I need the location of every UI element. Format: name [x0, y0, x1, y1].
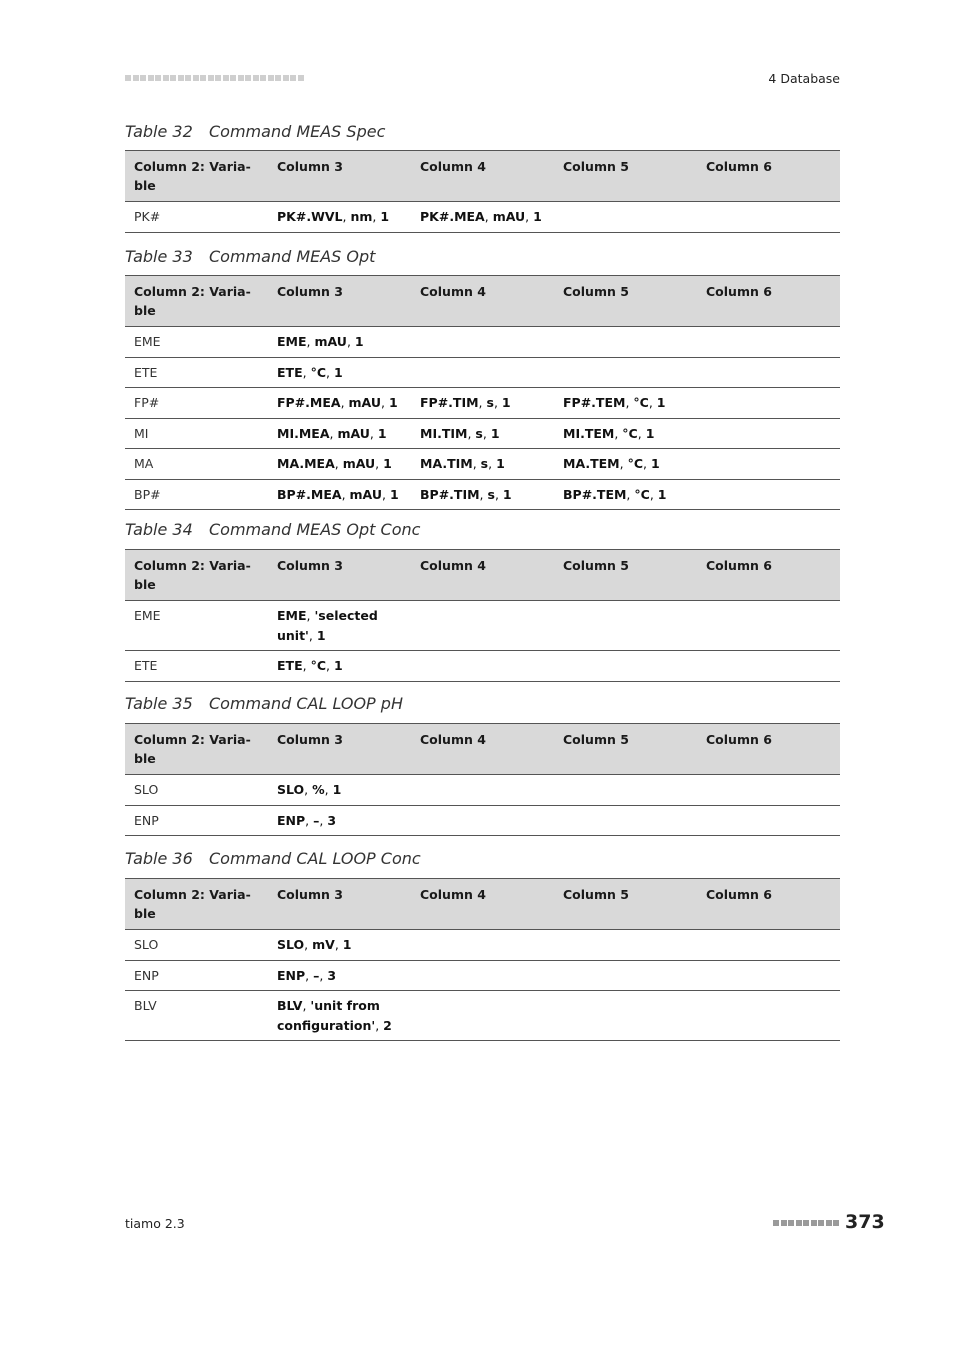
value-cell	[697, 651, 840, 682]
value-cell	[697, 388, 840, 419]
cell-identifier: MI.TIM	[420, 425, 468, 441]
decor-square	[290, 75, 296, 81]
value-cell	[411, 930, 554, 961]
cell-decimals: 1	[657, 486, 667, 502]
variable-cell: PK#	[125, 202, 268, 233]
footer-decoration	[773, 1220, 841, 1228]
cell-decimals: 1	[490, 425, 500, 441]
variable-cell: ETE	[125, 651, 268, 682]
value-cell: FP#.MEA, mAU, 1	[268, 388, 411, 419]
table-row	[125, 991, 840, 1041]
decor-square	[163, 75, 169, 81]
column-header: Column 5	[554, 879, 697, 930]
value-cell: EME, 'selected unit', 1	[268, 601, 411, 651]
cell-unit: –	[313, 812, 320, 828]
table-row	[125, 479, 840, 510]
cell-identifier: MA.TIM	[420, 456, 473, 471]
cell-decimals: 1	[383, 456, 392, 471]
cell-unit: °C	[627, 456, 643, 471]
cell-identifier: ETE	[277, 658, 303, 673]
cell-decimals: 1	[388, 395, 398, 410]
table-header-row	[125, 550, 840, 601]
table-caption-title: Command MEAS Opt Conc	[209, 520, 421, 539]
table-row	[125, 357, 840, 388]
value-cell	[554, 775, 697, 806]
table-caption-title: Command MEAS Spec	[209, 122, 386, 141]
cell-unit: s	[480, 456, 489, 471]
table-row	[125, 651, 840, 682]
value-cell	[554, 960, 697, 991]
cell-identifier: PK#.MEA	[420, 209, 485, 224]
decor-square	[781, 1220, 787, 1226]
decor-square	[170, 75, 176, 81]
decor-square	[215, 75, 221, 81]
column-header: Column 3	[268, 724, 411, 775]
value-cell	[697, 991, 840, 1041]
column-header: Column 6	[697, 724, 840, 775]
decor-square	[773, 1220, 779, 1226]
variable-cell: ENP	[125, 805, 268, 836]
value-cell: EME, mAU, 1	[268, 327, 411, 358]
column-header: Column 4	[411, 724, 554, 775]
table-row	[125, 388, 840, 419]
cell-unit: °C	[633, 395, 649, 410]
cell-identifier: FP#.TIM	[420, 395, 479, 410]
header-decoration	[125, 75, 305, 83]
cell-unit: s	[487, 486, 495, 502]
variable-cell: SLO	[125, 775, 268, 806]
column-header: Column 2: Varia-ble	[125, 151, 268, 202]
cell-identifier: MA.MEA	[277, 456, 335, 471]
table-row	[125, 327, 840, 358]
decor-square	[833, 1220, 839, 1226]
value-cell	[411, 357, 554, 388]
table-row	[125, 960, 840, 991]
table-caption-number: Table 33	[125, 247, 193, 266]
column-header: Column 6	[697, 276, 840, 327]
cell-decimals: 1	[380, 209, 390, 224]
table-row	[125, 202, 840, 233]
cell-decimals: 1	[316, 627, 326, 643]
decor-square	[148, 75, 154, 81]
value-cell	[697, 357, 840, 388]
cell-identifier: MA.TEM	[563, 456, 620, 471]
cell-unit: %	[312, 782, 325, 797]
table-caption	[125, 520, 420, 539]
decor-square	[826, 1220, 832, 1226]
table-row	[125, 930, 840, 961]
cell-unit: s	[475, 425, 483, 441]
cell-unit: °C	[310, 364, 326, 380]
table-caption-number: Table 35	[125, 694, 193, 713]
cell-decimals: 1	[650, 456, 660, 471]
variable-cell: BLV	[125, 991, 268, 1041]
value-cell	[554, 651, 697, 682]
decor-square	[268, 75, 274, 81]
cell-identifier: FP#.MEA	[277, 395, 341, 410]
data-table	[125, 878, 840, 1041]
column-header: Column 2: Varia-ble	[125, 724, 268, 775]
cell-unit: mAU	[337, 425, 370, 441]
cell-decimals: 2	[383, 1017, 392, 1033]
cell-identifier: EME	[277, 334, 307, 349]
cell-unit: nm	[350, 209, 373, 224]
value-cell: MA.TEM, °C, 1	[554, 449, 697, 480]
decor-square	[125, 75, 131, 81]
value-cell	[697, 930, 840, 961]
value-cell: ETE, °C, 1	[268, 651, 411, 682]
cell-decimals: 1	[377, 425, 387, 441]
cell-decimals: 1	[533, 209, 542, 224]
cell-unit: mAU	[349, 486, 382, 502]
cell-unit: mAU	[348, 395, 381, 410]
value-cell	[554, 327, 697, 358]
value-cell	[697, 327, 840, 358]
value-cell	[697, 479, 840, 510]
value-cell	[554, 357, 697, 388]
decor-square	[155, 75, 161, 81]
decor-square	[275, 75, 281, 81]
decor-square	[818, 1220, 824, 1226]
data-table	[125, 275, 840, 510]
table-header-row	[125, 151, 840, 202]
column-header: Column 4	[411, 550, 554, 601]
column-header: Column 3	[268, 879, 411, 930]
decor-square	[223, 75, 229, 81]
decor-square	[230, 75, 236, 81]
value-cell: ETE, °C, 1	[268, 357, 411, 388]
variable-cell: EME	[125, 327, 268, 358]
decor-square	[185, 75, 191, 81]
cell-identifier: SLO	[277, 937, 305, 952]
value-cell	[411, 651, 554, 682]
column-header: Column 5	[554, 276, 697, 327]
value-cell: BP#.TEM, °C, 1	[554, 479, 697, 510]
table-caption-number: Table 36	[125, 849, 193, 868]
cell-unit: 'unit from configuration'	[277, 998, 380, 1033]
cell-unit: s	[486, 395, 494, 410]
cell-unit: 'selected unit'	[277, 608, 378, 643]
data-table	[125, 723, 840, 836]
cell-unit: mAU	[342, 456, 376, 471]
cell-unit: mV	[312, 937, 335, 952]
column-header: Column 3	[268, 151, 411, 202]
decor-square	[208, 75, 214, 81]
cell-decimals: 1	[389, 486, 399, 502]
table-caption	[125, 694, 403, 713]
value-cell	[697, 805, 840, 836]
value-cell: MA.TIM, s, 1	[411, 449, 554, 480]
decor-square	[238, 75, 244, 81]
variable-cell: FP#	[125, 388, 268, 419]
column-header: Column 5	[554, 151, 697, 202]
variable-cell: MA	[125, 449, 268, 480]
cell-decimals: 1	[333, 364, 343, 380]
value-cell	[411, 601, 554, 651]
value-cell	[554, 930, 697, 961]
table-row	[125, 601, 840, 651]
table-caption-number: Table 32	[125, 122, 193, 141]
value-cell	[411, 805, 554, 836]
variable-cell: ENP	[125, 960, 268, 991]
value-cell: BLV, 'unit from configuration', 2	[268, 991, 411, 1041]
cell-identifier: PK#.WVL	[277, 209, 343, 224]
value-cell: ENP, –, 3	[268, 960, 411, 991]
column-header: Column 2: Varia-ble	[125, 276, 268, 327]
decor-square	[796, 1220, 802, 1226]
table-caption	[125, 247, 375, 266]
cell-unit: mAU	[314, 334, 347, 349]
decor-square	[260, 75, 266, 81]
column-header: Column 4	[411, 276, 554, 327]
variable-cell: MI	[125, 418, 268, 449]
table-row	[125, 418, 840, 449]
cell-identifier: FP#.TEM	[563, 395, 626, 410]
table-header-row	[125, 879, 840, 930]
data-table	[125, 549, 840, 682]
decor-square	[283, 75, 289, 81]
cell-decimals: 3	[327, 812, 337, 828]
variable-cell: SLO	[125, 930, 268, 961]
value-cell	[697, 418, 840, 449]
cell-decimals: 1	[496, 456, 505, 471]
value-cell	[697, 775, 840, 806]
value-cell	[697, 960, 840, 991]
section-title: 4 Database	[768, 71, 840, 86]
cell-unit: °C	[310, 658, 326, 673]
table-row	[125, 805, 840, 836]
cell-identifier: BP#.MEA	[277, 486, 342, 502]
cell-unit: °C	[622, 425, 638, 441]
column-header: Column 5	[554, 550, 697, 601]
cell-unit: °C	[634, 486, 650, 502]
decor-square	[140, 75, 146, 81]
table-caption-title: Command CAL LOOP pH	[209, 694, 403, 713]
cell-decimals: 3	[327, 967, 337, 983]
column-header: Column 6	[697, 151, 840, 202]
cell-decimals: 1	[342, 937, 352, 952]
cell-identifier: MI.MEA	[277, 425, 330, 441]
cell-identifier: ETE	[277, 364, 303, 380]
value-cell: FP#.TEM, °C, 1	[554, 388, 697, 419]
cell-decimals: 1	[333, 658, 343, 673]
decor-square	[133, 75, 139, 81]
cell-identifier: BLV	[277, 998, 303, 1013]
value-cell: PK#.MEA, mAU, 1	[411, 202, 554, 233]
data-table	[125, 150, 840, 233]
value-cell	[697, 202, 840, 233]
table-row	[125, 775, 840, 806]
value-cell	[554, 991, 697, 1041]
value-cell: MI.MEA, mAU, 1	[268, 418, 411, 449]
cell-decimals: 1	[332, 782, 342, 797]
table-row	[125, 449, 840, 480]
cell-identifier: ENP	[277, 812, 306, 828]
table-header-row	[125, 276, 840, 327]
cell-identifier: ENP	[277, 967, 306, 983]
value-cell: SLO, %, 1	[268, 775, 411, 806]
table-header-row	[125, 724, 840, 775]
value-cell: MI.TEM, °C, 1	[554, 418, 697, 449]
table-caption-title: Command CAL LOOP Conc	[209, 849, 421, 868]
column-header: Column 4	[411, 151, 554, 202]
decor-square	[788, 1220, 794, 1226]
product-name: tiamo 2.3	[125, 1216, 185, 1231]
cell-decimals: 1	[502, 486, 512, 502]
variable-cell: ETE	[125, 357, 268, 388]
value-cell: SLO, mV, 1	[268, 930, 411, 961]
value-cell: PK#.WVL, nm, 1	[268, 202, 411, 233]
page-number: 373	[845, 1211, 885, 1233]
value-cell: MI.TIM, s, 1	[411, 418, 554, 449]
value-cell	[411, 991, 554, 1041]
decor-square	[200, 75, 206, 81]
column-header: Column 6	[697, 879, 840, 930]
value-cell	[697, 601, 840, 651]
decor-square	[298, 75, 304, 81]
cell-decimals: 1	[645, 425, 655, 441]
cell-identifier: BP#.TEM	[563, 486, 627, 502]
value-cell: FP#.TIM, s, 1	[411, 388, 554, 419]
cell-identifier: MI.TEM	[563, 425, 615, 441]
value-cell	[411, 775, 554, 806]
cell-unit: –	[313, 967, 320, 983]
column-header: Column 3	[268, 550, 411, 601]
cell-decimals: 1	[501, 395, 511, 410]
cell-identifier: SLO	[277, 782, 305, 797]
column-header: Column 2: Varia-ble	[125, 550, 268, 601]
decor-square	[803, 1220, 809, 1226]
cell-decimals: 1	[354, 334, 364, 349]
value-cell: MA.MEA, mAU, 1	[268, 449, 411, 480]
decor-square	[253, 75, 259, 81]
table-caption-number: Table 34	[125, 520, 193, 539]
cell-identifier: BP#.TIM	[420, 486, 480, 502]
column-header: Column 4	[411, 879, 554, 930]
value-cell: ENP, –, 3	[268, 805, 411, 836]
decor-square	[178, 75, 184, 81]
table-caption-title: Command MEAS Opt	[209, 247, 376, 266]
value-cell	[411, 960, 554, 991]
cell-decimals: 1	[656, 395, 666, 410]
table-caption	[125, 849, 421, 868]
column-header: Column 3	[268, 276, 411, 327]
value-cell	[554, 202, 697, 233]
value-cell: BP#.TIM, s, 1	[411, 479, 554, 510]
decor-square	[193, 75, 199, 81]
column-header: Column 2: Varia-ble	[125, 879, 268, 930]
value-cell	[554, 601, 697, 651]
value-cell	[554, 805, 697, 836]
column-header: Column 6	[697, 550, 840, 601]
value-cell	[411, 327, 554, 358]
cell-unit: mAU	[492, 209, 526, 224]
table-caption	[125, 122, 385, 141]
decor-square	[245, 75, 251, 81]
variable-cell: BP#	[125, 479, 268, 510]
decor-square	[811, 1220, 817, 1226]
variable-cell: EME	[125, 601, 268, 651]
cell-identifier: EME	[277, 608, 307, 623]
value-cell	[697, 449, 840, 480]
value-cell: BP#.MEA, mAU, 1	[268, 479, 411, 510]
column-header: Column 5	[554, 724, 697, 775]
